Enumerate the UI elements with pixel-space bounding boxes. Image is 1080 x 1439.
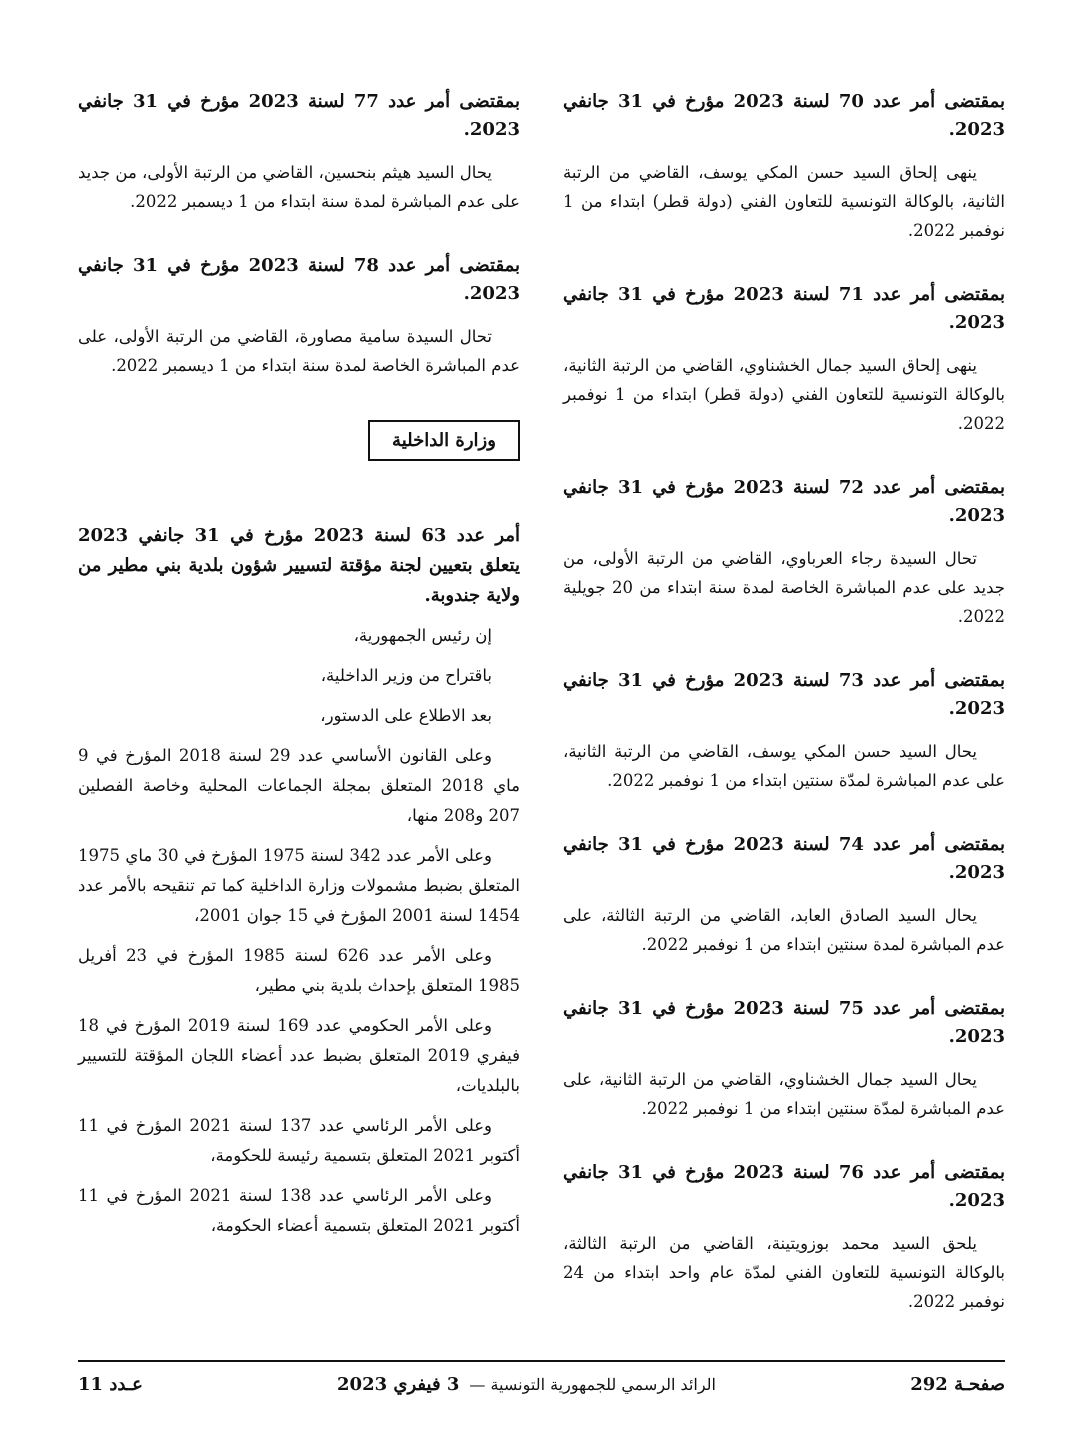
entry-body: تحال السيدة سامية مصاورة، القاضي من الرتبة الأولى، على عدم المباشرة الخاصة لمدة سنة ابتداء من 1 ديسمبر 2022.: [78, 327, 520, 375]
decree-paragraph: وعلى القانون الأساسي عدد 29 لسنة 2018 المؤرخ في 9 ماي 2018 المتعلق بمجلة الجماعات المحلية وخاصة الفصلين 207 و208 منها،: [78, 746, 520, 825]
issue-number: عـدد 11: [78, 1374, 143, 1395]
decree-paragraph: وعلى الأمر الرئاسي عدد 137 لسنة 2021 المؤرخ في 11 أكتوبر 2021 المتعلق بتسمية رئيسة للحكومة،: [78, 1116, 520, 1165]
entry-title: بمقتضى أمر عدد 71 لسنة 2023 مؤرخ في 31 جانفي 2023.: [563, 284, 1005, 333]
ministry-heading: وزارة الداخلية: [368, 420, 520, 461]
right-column: [563, 88, 1005, 1352]
decree-paragraph: وعلى الأمر الحكومي عدد 169 لسنة 2019 المؤرخ في 18 فيفري 2019 المتعلق بضبط عدد أعضاء اللجان المؤقتة للتسيير بالبلديات،: [78, 1016, 520, 1095]
decree-entry: [563, 995, 1005, 1123]
entry-title: بمقتضى أمر عدد 70 لسنة 2023 مؤرخ في 31 جانفي 2023.: [563, 91, 1005, 140]
entry-title: بمقتضى أمر عدد 76 لسنة 2023 مؤرخ في 31 جانفي 2023.: [563, 1162, 1005, 1211]
entry-body: ينهى إلحاق السيد حسن المكي يوسف، القاضي من الرتبة الثانية، بالوكالة التونسية للتعاون الفني (دولة قطر) ابتداء من 1 نوفمبر 2022.: [563, 163, 1005, 240]
entry-title: بمقتضى أمر عدد 75 لسنة 2023 مؤرخ في 31 جانفي 2023.: [563, 998, 1005, 1047]
entry-body: يحال السيد جمال الخشناوي، القاضي من الرتبة الثانية، على عدم المباشرة لمدّة سنتين ابتداء من 1 نوفمبر 2022.: [563, 1070, 1005, 1118]
entry-body: ينهى إلحاق السيد جمال الخشناوي، القاضي من الرتبة الثانية، بالوكالة التونسية للتعاون الفني (دولة قطر) ابتداء من 1 نوفمبر 2022.: [563, 356, 1005, 433]
decree-paragraph: باقتراح من وزير الداخلية،: [320, 666, 492, 685]
journal-name: الرائد الرسمي للجمهورية التونسية —: [469, 1375, 716, 1394]
decree-entry: [563, 1159, 1005, 1316]
entry-title: بمقتضى أمر عدد 77 لسنة 2023 مؤرخ في 31 جانفي 2023.: [78, 91, 520, 140]
entry-body: يلحق السيد محمد بوزويتينة، القاضي من الرتبة الثالثة، بالوكالة التونسية للتعاون الفني لمدّة عام واحد ابتداء من 24 نوفمبر 2022.: [563, 1234, 1005, 1311]
page-number: صفحـة 292: [910, 1374, 1005, 1395]
left-column: [78, 88, 520, 1251]
decree-paragraph: بعد الاطلاع على الدستور،: [320, 706, 492, 725]
decree-entry: [563, 667, 1005, 795]
decree-entry: [78, 88, 520, 216]
entry-body: تحال السيدة رجاء العرباوي، القاضي من الرتبة الأولى، من جديد على عدم المباشرة الخاصة لمدة سنة ابتداء من 20 جويلية 2022.: [563, 549, 1005, 626]
entry-title: بمقتضى أمر عدد 78 لسنة 2023 مؤرخ في 31 جانفي 2023.: [78, 255, 520, 304]
entry-title: بمقتضى أمر عدد 74 لسنة 2023 مؤرخ في 31 جانفي 2023.: [563, 834, 1005, 883]
decree-paragraph: وعلى الأمر عدد 342 لسنة 1975 المؤرخ في 30 ماي 1975 المتعلق بضبط مشمولات وزارة الداخلية كما تم تنقيحه بالأمر عدد 1454 لسنة 2001 المؤرخ في 15 جوان 2001،: [78, 846, 520, 925]
entry-title: بمقتضى أمر عدد 72 لسنة 2023 مؤرخ في 31 جانفي 2023.: [563, 477, 1005, 526]
entry-body: يحال السيد حسن المكي يوسف، القاضي من الرتبة الثانية، على عدم المباشرة لمدّة سنتين ابتداء من 1 نوفمبر 2022.: [563, 742, 1005, 790]
entry-body: يحال السيد الصادق العابد، القاضي من الرتبة الثالثة، على عدم المباشرة لمدة سنتين ابتداء من 1 نوفمبر 2022.: [563, 906, 1005, 954]
decree-paragraph: وعلى الأمر عدد 626 لسنة 1985 المؤرخ في 23 أفريل 1985 المتعلق بإحداث بلدية بني مطير،: [78, 946, 520, 995]
journal-info: [337, 1374, 716, 1395]
entry-body: يحال السيد هيثم بنحسين، القاضي من الرتبة الأولى، من جديد على عدم المباشرة لمدة سنة ابتداء من 1 ديسمبر 2022.: [78, 163, 520, 211]
decree-paragraph: إن رئيس الجمهورية،: [353, 626, 492, 645]
page-footer: [78, 1360, 1005, 1395]
decree-entry: [563, 281, 1005, 438]
decree-paragraph: وعلى الأمر الرئاسي عدد 138 لسنة 2021 المؤرخ في 11 أكتوبر 2021 المتعلق بتسمية أعضاء الحكومة،: [78, 1186, 520, 1235]
decree-title: أمر عدد 63 لسنة 2023 مؤرخ في 31 جانفي 2023 يتعلق بتعيين لجنة مؤقتة لتسيير شؤون بلدية بني مطير من ولاية جندوبة.: [78, 525, 520, 606]
publication-date: 3 فيفري 2023: [337, 1374, 460, 1395]
decree-entry: [563, 88, 1005, 245]
decree-entry: [78, 252, 520, 380]
decree-entry: [563, 474, 1005, 631]
entry-title: بمقتضى أمر عدد 73 لسنة 2023 مؤرخ في 31 جانفي 2023.: [563, 670, 1005, 719]
decree-entry: [563, 831, 1005, 959]
